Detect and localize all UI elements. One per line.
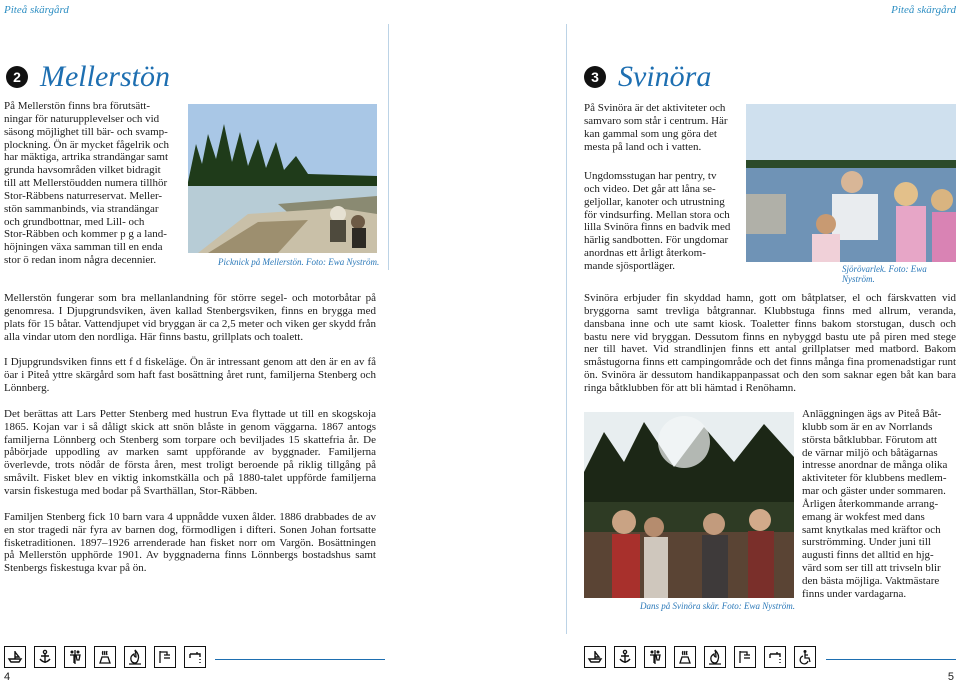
text-line: plockning. Ön är mycket fågelrik och <box>4 138 169 151</box>
text-line: På Mellerstön finns bra förutsätt- <box>4 100 151 112</box>
text-line: samvaro som står i centrum. Här <box>584 114 728 127</box>
text-line: härlig sandbotten. För ungdomar <box>584 234 729 247</box>
text-line: stor ö redan inom några decennier. <box>4 254 157 267</box>
text-line: och video. Det går att låna se- <box>584 182 716 195</box>
text-line: geljollar, kanoter och utrustning <box>584 195 725 208</box>
text-line: och grundbottnar, med Lill- och <box>4 215 145 228</box>
body-text-svinora <box>584 292 956 408</box>
section-title: Mellerstön <box>40 60 170 93</box>
text-line: Stor-Räbben och kommer p g a land- <box>4 228 167 241</box>
accessible-icon <box>794 646 816 668</box>
club-text-svinora <box>802 408 956 601</box>
text-line: lilla Svinöra finns en badvik med <box>584 221 731 234</box>
page-number-left: 4 <box>4 671 11 683</box>
running-header-left: Piteå skärgård <box>4 4 69 16</box>
anchor-icon <box>614 646 636 668</box>
text-line: mesta på land och i vatten. <box>584 140 702 153</box>
section-number: 2 <box>6 66 28 88</box>
toilet-icon <box>644 646 666 668</box>
section-heading-mellerston <box>6 60 170 94</box>
text-line: mande sjösportläger. <box>584 259 676 272</box>
intro-text-svinora <box>584 102 740 153</box>
text-line: surströmming. Under juni till <box>802 536 931 549</box>
text-line: Stor-Räbbens naturreservat. Meller- <box>4 189 163 202</box>
fire-icon <box>704 646 726 668</box>
body-text-mellerston <box>4 292 376 588</box>
photo-caption: Picknick på Mellerstön. Foto: Ewa Nyström. <box>218 257 380 267</box>
text-line: de värnar miljö och båtägarnas <box>802 446 938 459</box>
facilities-icons-left <box>4 646 206 668</box>
shower-icon <box>734 646 756 668</box>
boat-icon <box>584 646 606 668</box>
footer-rule-right <box>826 659 956 660</box>
photo-caption: Dans på Svinöra skär. Foto: Ewa Nyström. <box>640 601 795 611</box>
text-line: emang är wokfest med dans <box>802 510 925 523</box>
text-line: augusti finns det alltid en hjg- <box>802 549 934 562</box>
running-header-right: Piteå skärgård <box>891 4 956 16</box>
text-line: till att Mellerstöudden numera tillhör <box>4 177 168 190</box>
shower-icon <box>154 646 176 668</box>
text-line: grunda havsområden vilket bidragit <box>4 164 161 177</box>
section-heading-svinora <box>584 60 711 94</box>
photo-dance-svinora <box>584 412 794 598</box>
anchor-icon <box>34 646 56 668</box>
text-line: mar och gäster under sommaren. <box>802 485 946 498</box>
page-number-right: 5 <box>947 671 954 683</box>
section-number: 3 <box>584 66 606 88</box>
paragraph: Familjen Stenberg fick 10 barn vara 4 uppnådde vuxen ålder. 1886 drabbades de av en stor tragedi när fyra av barnen dog, förmodligen i difteri. Sonen Johan fortsatte fisketraditionen. 1897–1926 arrenderade han fisket norr om Vargön. Bosättningen på Mellerstön upphörde 1901. Av byggnaderna finns Lönnbergs bostadshus samt Stenbergs fiskestuga kvar på ön. <box>4 510 376 575</box>
text-line: klubb som är en av Norrlands <box>802 420 933 433</box>
text-line: för vindsurfing. Mellan stora och <box>584 208 730 221</box>
water-icon <box>184 646 206 668</box>
sauna-icon <box>674 646 696 668</box>
paragraph: Svinöra erbjuder fin skyddad hamn, gott om båtplatser, el och färskvatten vid bryggorna samt trevliga båtgrannar. Klubbstuga finns med allrum, veranda, dansbana inne och ute samt kiosk. Toaletter finns bakom storstugan, dusch och bastu nere vid bryggan. Dessutom finns en nybyggd bastu ute på piren med stege ner till havet. Vid strandlinjen finns ett antal grillplatser med matbord. Bakom småstugorna finns ett campingområde och det finns många fina promenadstigar runt ön. Svinöra är dessutom handikappanpassat och den som saknar egen båt kan bara ringa båtklubben för att bli hämtad i Renöhamn. <box>584 292 956 394</box>
text-line: höjningen växa samman till en enda <box>4 241 163 254</box>
text-line: Anläggningen ägs av Piteå Båt- <box>802 408 942 420</box>
text-line: stön sammanbinds, via strandängar <box>4 202 159 215</box>
spread-divider <box>566 24 567 634</box>
intro-text-mellerston <box>4 100 182 267</box>
paragraph: I Djupgrundsviken finns ett f d fiskeläge. Ön är intressant genom att den är en av få öar i Piteå yttre skärgård som haft fast bosättning året runt, familjerna Stenberg och Lönnberg. <box>4 356 376 395</box>
text-line: anordnas ett årligt återkom- <box>584 247 706 260</box>
text-line: ningar för naturupplevelser och vid <box>4 112 160 125</box>
footer-rule-left <box>215 659 385 660</box>
boat-icon <box>4 646 26 668</box>
sauna-icon <box>94 646 116 668</box>
text-line: den bästa möjliga. Vaktmästare <box>802 574 940 587</box>
text-line: På Svinöra är det aktiviteter och <box>584 102 726 114</box>
column-divider <box>388 24 389 270</box>
fire-icon <box>124 646 146 668</box>
text-line: samt knytkalas med kräftor och <box>802 523 941 536</box>
text-line: finns under vardagarna. <box>802 587 907 600</box>
text-line: största båtklubbar. Förutom att <box>802 433 938 446</box>
water-icon <box>764 646 786 668</box>
text-line: Årligen återkommande arrang- <box>802 497 939 510</box>
text-line: kan gammal som ung göra det <box>584 127 717 140</box>
photo-pirate-game <box>746 104 956 262</box>
photo-caption: Sjörövarlek. Foto: Ewa Nyström. <box>842 264 927 284</box>
text-line: Ungdomsstugan har pentry, tv <box>584 170 717 182</box>
text-line: värd som ser till att trivseln blir <box>802 562 941 575</box>
paragraph: Mellerstön fungerar som bra mellanlandning för större segel- och motorbåtar på genomresa. I Djupgrundsviken, även kallad Stenbergsviken, finns en brygga med plats för 15 båtar. Vattendjupet vid bryggan är ca 2,5 meter och viken ger skydd från alla vindar utom den nordliga. Här finns bastu, grillplats och toalett. <box>4 292 376 343</box>
facilities-icons-right <box>584 646 816 668</box>
text-line: intresse anordnar de många olika <box>802 459 948 472</box>
text-line: säsong möjlighet till bär- och svamp- <box>4 125 168 138</box>
section-title: Svinöra <box>618 60 712 93</box>
text-line: har mäktiga, artrika strandängar samt <box>4 151 169 164</box>
youth-text-svinora <box>584 170 740 273</box>
text-line: aktiviteter för klubbens medlem- <box>802 472 947 485</box>
photo-picnic-mellerston <box>188 104 377 253</box>
toilet-icon <box>64 646 86 668</box>
paragraph: Det berättas att Lars Petter Stenberg med hustrun Eva flyttade ut till en skogskoja 1865. Kojan var i så dåligt skick att snön blåste in genom väggarna. 1867 antogs familjerna Lönnberg och Stenberg som torpare och beviljades 15 skattefria år. De påbörjade uppodling av marken samt uppförande av byggnader. Familjerna överlevde, trots nödår de första åren, mest troligt beroende på riklig tillgång på småvilt. Fisket blev en viktig inkomstkälla och på 1880-talet uppförde familjerna varsin fiskestuga med bodar på Svarthällan, Stor-Räbben. <box>4 407 376 497</box>
